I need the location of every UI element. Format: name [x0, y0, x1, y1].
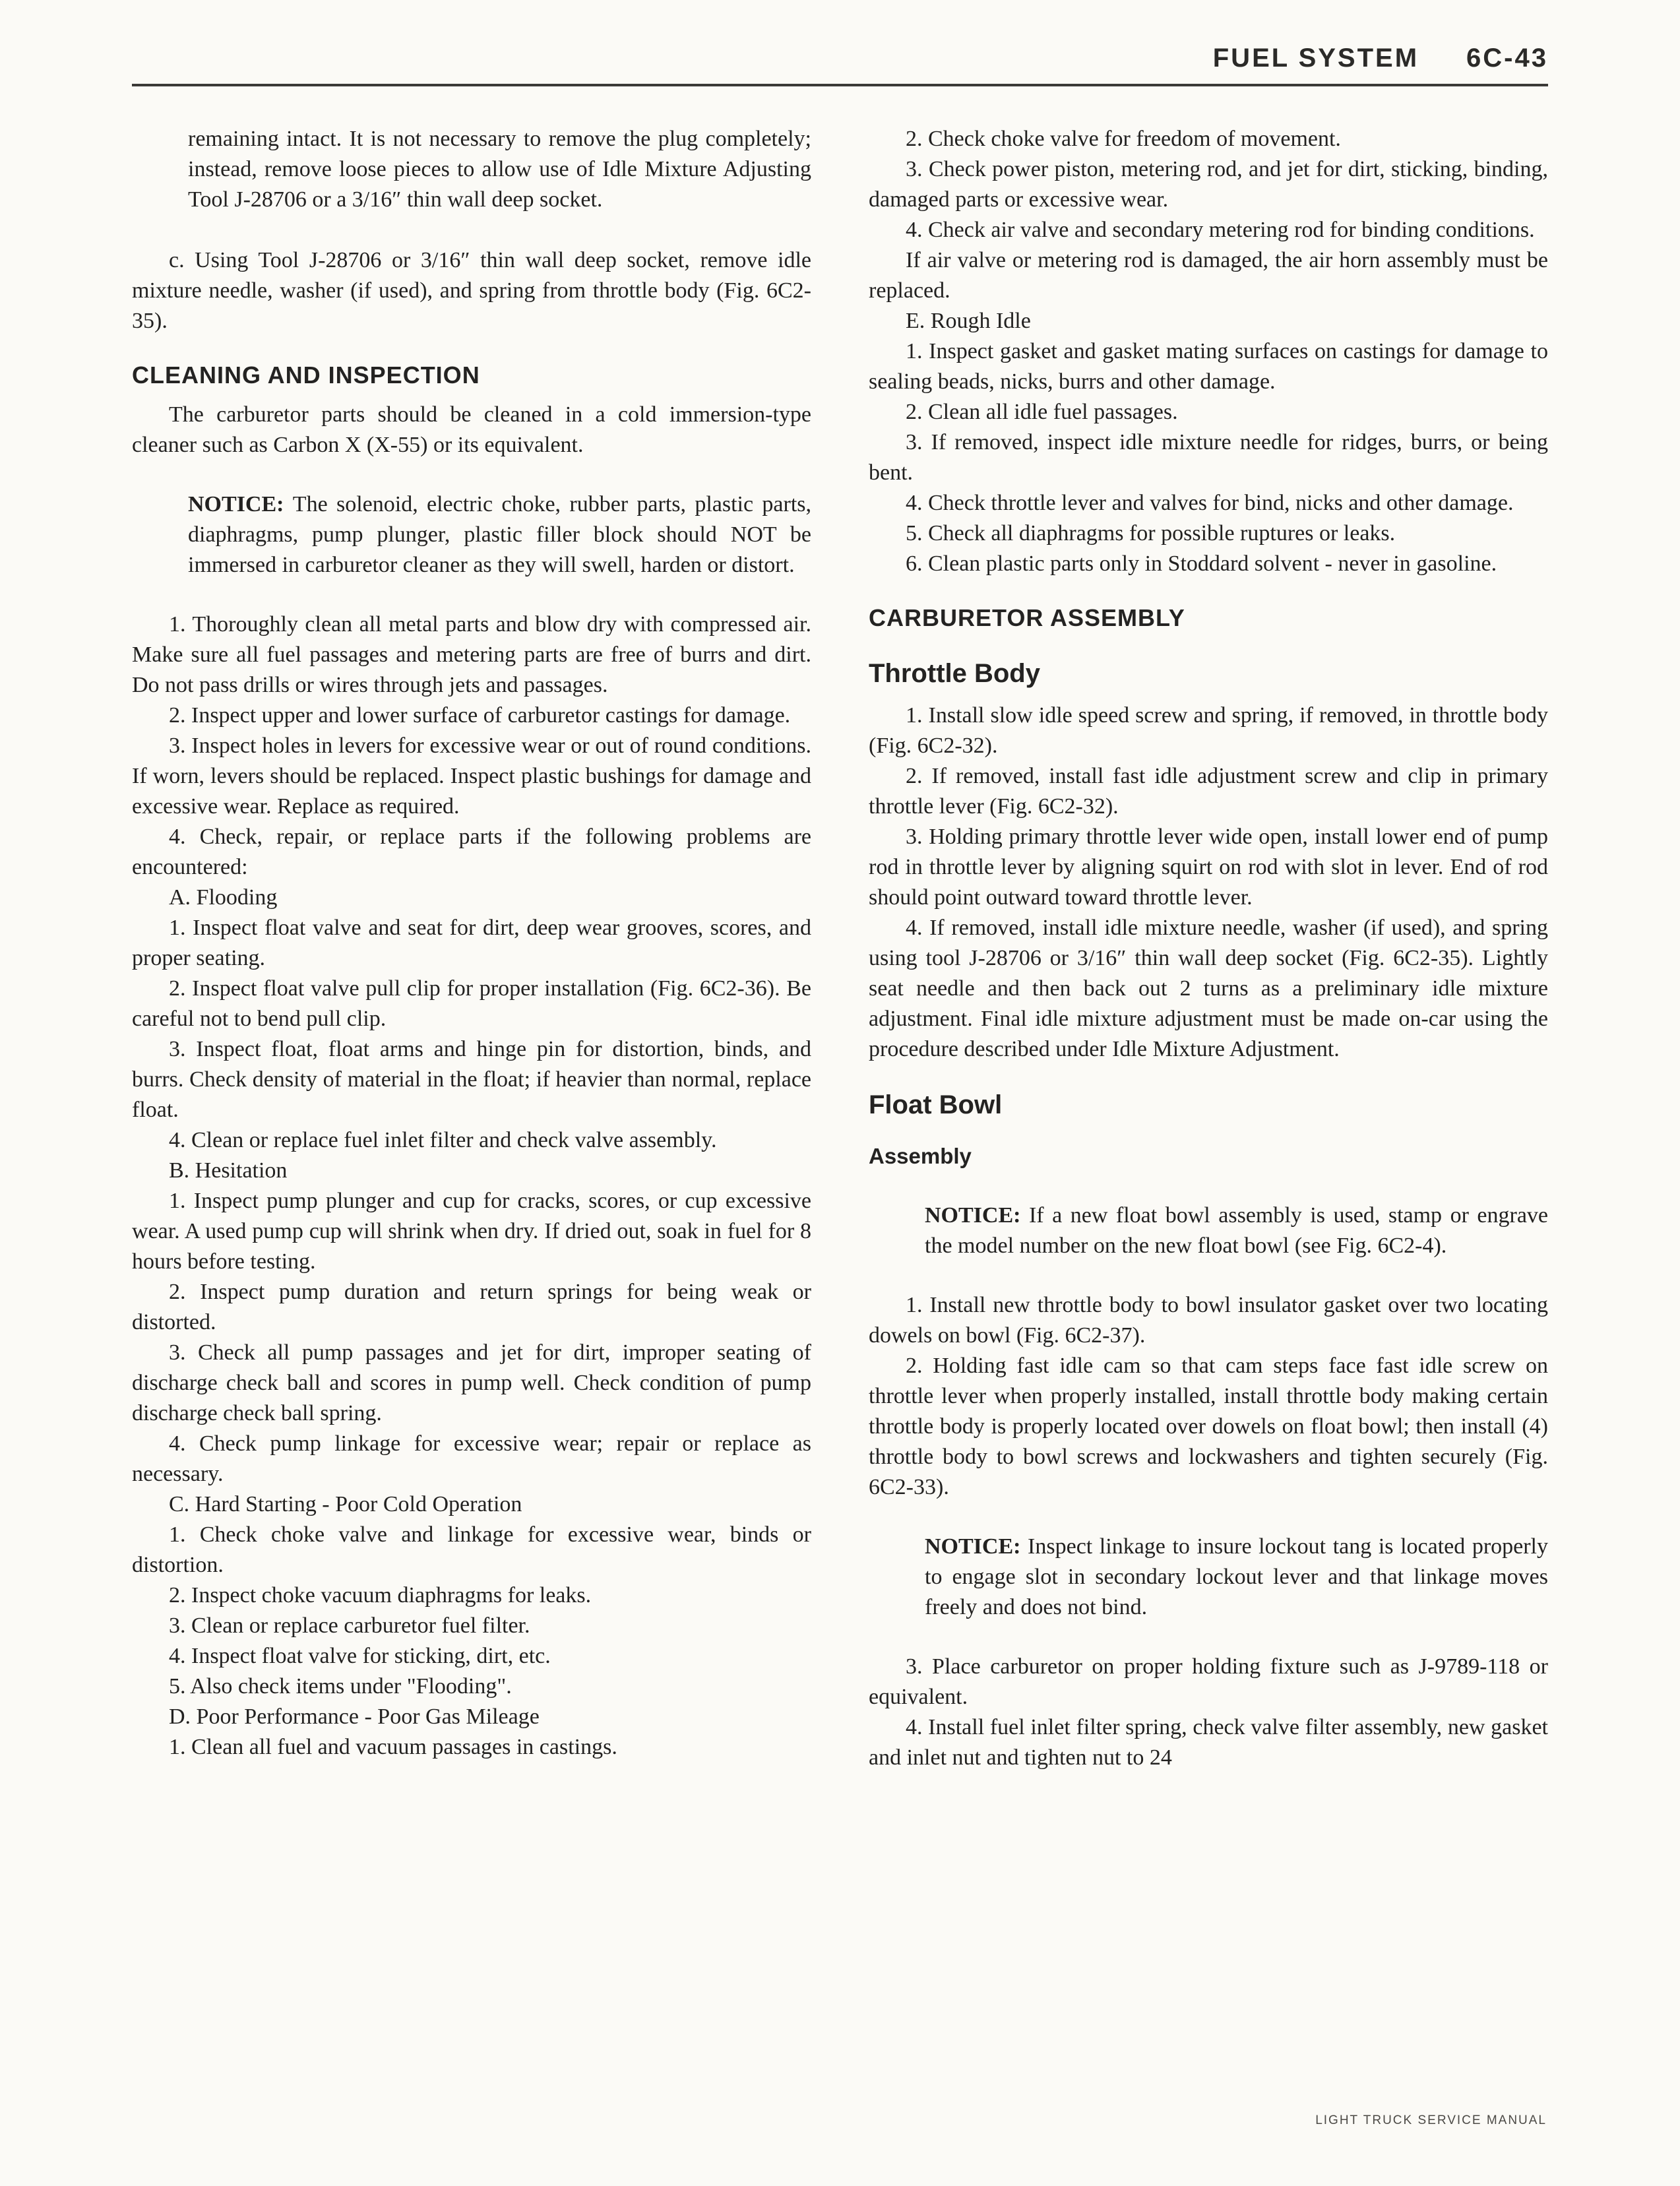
- paragraph: 5. Also check items under "Flooding".: [169, 1674, 512, 1699]
- paragraph: 3. If removed, inspect idle mixture needle for ridges, burrs, or being bent.: [869, 430, 1548, 485]
- paragraph: 4. Install fuel inlet filter spring, check valve filter assembly, new gasket and inlet nut and tighten nut to 24: [869, 1715, 1548, 1770]
- paragraph: 4. Check throttle lever and valves for bind, nicks and other damage.: [906, 491, 1514, 515]
- paragraph: A. Flooding: [169, 885, 278, 910]
- footer-note: LIGHT TRUCK SERVICE MANUAL: [1315, 2113, 1547, 2127]
- paragraph: 1. Inspect gasket and gasket mating surfaces on castings for damage to sealing beads, nicks, burrs and other damage.: [869, 339, 1548, 394]
- paragraph: 3. Holding primary throttle lever wide open, install lower end of pump rod in throttle lever by aligning squirt on rod with slot in lever. End of rod should point outward toward throttle lever.: [869, 825, 1548, 910]
- paragraph: 1. Check choke valve and linkage for excessive wear, binds or distortion.: [132, 1522, 811, 1577]
- subsection-heading: Float Bowl: [869, 1090, 1003, 1119]
- paragraph: 4. If removed, install idle mixture needle, washer (if used), and spring using tool J-28706 or 3/16″ thin wall deep socket (Fig. 6C2-35). Lightly seat needle and then back out 2 turns as a preliminary idle mixture adjustment. Final idle mixture adjustment must be made on-car using the procedure described under Idle Mixture Adjustment.: [869, 916, 1548, 1061]
- paragraph: E. Rough Idle: [906, 309, 1031, 333]
- notice: NOTICE: Inspect linkage to insure lockout tang is located properly to engage slot in secondary lockout lever and that linkage moves freely and does not bind.: [925, 1534, 1548, 1619]
- paragraph: 2. Inspect choke vacuum diaphragms for leaks.: [169, 1583, 592, 1608]
- paragraph: C. Hard Starting - Poor Cold Operation: [169, 1492, 522, 1516]
- paragraph: c. Using Tool J-28706 or 3/16″ thin wall deep socket, remove idle mixture needle, washer (if used), and spring from throttle body (Fig. 6C2-35).: [132, 248, 811, 333]
- paragraph: 6. Clean plastic parts only in Stoddard solvent - never in gasoline.: [906, 551, 1497, 576]
- page-title: FUEL SYSTEM: [1212, 44, 1419, 73]
- paragraph: remaining intact. It is not necessary to remove the plug completely; instead, remove loose pieces to allow use of Idle Mixture Adjusting Tool J-28706 or a 3/16″ thin wall deep socket.: [188, 127, 811, 212]
- paragraph: 2. Clean all idle fuel passages.: [906, 400, 1178, 424]
- paragraph: 1. Thoroughly clean all metal parts and blow dry with compressed air. Make sure all fuel passages and metering parts are free of burrs and dirt. Do not pass drills or wires through jets and passages.: [132, 612, 811, 697]
- paragraph: 1. Inspect float valve and seat for dirt, deep wear grooves, scores, and proper seating.: [132, 916, 811, 970]
- running-head: [132, 44, 1548, 73]
- notice-label: NOTICE:: [925, 1203, 1029, 1228]
- paragraph: 2. Inspect float valve pull clip for proper installation (Fig. 6C2-36). Be careful not to bend pull clip.: [132, 976, 811, 1031]
- paragraph: 4. Check pump linkage for excessive wear; repair or replace as necessary.: [132, 1431, 811, 1486]
- paragraph: 3. Clean or replace carburetor fuel filter.: [169, 1613, 530, 1638]
- paragraph: 4. Clean or replace fuel inlet filter and check valve assembly.: [169, 1128, 717, 1152]
- paragraph: 3. Check all pump passages and jet for dirt, improper seating of discharge check ball and scores in pump well. Check condition of pump discharge check ball spring.: [132, 1340, 811, 1425]
- paragraph: 4. Inspect float valve for sticking, dirt, etc.: [169, 1644, 551, 1668]
- paragraph: 2. If removed, install fast idle adjustment screw and clip in primary throttle lever (Fig. 6C2-32).: [869, 764, 1548, 819]
- paragraph: 3. Inspect float, float arms and hinge pin for distortion, binds, and burrs. Check density of material in the float; if heavier than normal, replace float.: [132, 1037, 811, 1122]
- paragraph: 2. Inspect pump duration and return springs for being weak or distorted.: [132, 1280, 811, 1334]
- left-column: [132, 124, 811, 1773]
- page-body: [132, 124, 1548, 1773]
- paragraph: 1. Install slow idle speed screw and spring, if removed, in throttle body (Fig. 6C2-32).: [869, 703, 1548, 758]
- paragraph: 2. Check choke valve for freedom of movement.: [906, 127, 1341, 151]
- notice: NOTICE: The solenoid, electric choke, rubber parts, plastic parts, diaphragms, pump plunger, plastic filler block should NOT be immersed in carburetor cleaner as they will swell, harden or distort.: [188, 492, 812, 577]
- paragraph: 1. Clean all fuel and vacuum passages in castings.: [169, 1735, 617, 1759]
- subsection-heading: Throttle Body: [869, 659, 1040, 688]
- paragraph: If air valve or metering rod is damaged, the air horn assembly must be replaced.: [869, 248, 1548, 303]
- paragraph: 4. Check air valve and secondary metering rod for binding conditions.: [906, 218, 1535, 242]
- paragraph: 5. Check all diaphragms for possible ruptures or leaks.: [906, 521, 1396, 546]
- paragraph: 3. Inspect holes in levers for excessive wear or out of round conditions. If worn, levers should be replaced. Inspect plastic bushings for damage and excessive wear. Replace as required.: [132, 734, 811, 819]
- paragraph: 2. Inspect upper and lower surface of carburetor castings for damage.: [169, 703, 791, 728]
- right-column: [869, 124, 1548, 1773]
- notice: NOTICE: If a new float bowl assembly is used, stamp or engrave the model number on the new float bowl (see Fig. 6C2-4).: [925, 1203, 1548, 1258]
- notice-label: NOTICE:: [925, 1534, 1028, 1559]
- paragraph: 2. Holding fast idle cam so that cam steps face fast idle screw on throttle lever when properly installed, install throttle body making certain throttle body is properly located over dowels on float bowl; then install (4) throttle body to bowl screws and lockwashers and tighten securely (Fig. 6C2-33).: [869, 1354, 1548, 1499]
- page-header: [132, 44, 1548, 86]
- section-heading: CLEANING AND INSPECTION: [132, 361, 480, 389]
- paragraph: 1. Inspect pump plunger and cup for cracks, scores, or cup excessive wear. A used pump cup will shrink when dry. If dried out, soak in fuel for 8 hours before testing.: [132, 1189, 811, 1274]
- notice-label: NOTICE:: [188, 492, 293, 516]
- paragraph: B. Hesitation: [169, 1158, 288, 1183]
- minor-heading: Assembly: [869, 1144, 972, 1168]
- paragraph: 3. Check power piston, metering rod, and jet for dirt, sticking, binding, damaged parts or excessive wear.: [869, 157, 1548, 212]
- paragraph: 4. Check, repair, or replace parts if the following problems are encountered:: [132, 825, 811, 879]
- paragraph: D. Poor Performance - Poor Gas Mileage: [169, 1704, 540, 1729]
- paragraph: 3. Place carburetor on proper holding fixture such as J-9789-118 or equivalent.: [869, 1654, 1548, 1709]
- paragraph: 1. Install new throttle body to bowl insulator gasket over two locating dowels on bowl (Fig. 6C2-37).: [869, 1293, 1548, 1348]
- page-number: 6C-43: [1466, 44, 1548, 73]
- paragraph: The carburetor parts should be cleaned in a cold immersion-type cleaner such as Carbon X (X-55) or its equivalent.: [132, 402, 811, 457]
- header-rule: [132, 84, 1548, 86]
- section-heading: CARBURETOR ASSEMBLY: [869, 604, 1185, 631]
